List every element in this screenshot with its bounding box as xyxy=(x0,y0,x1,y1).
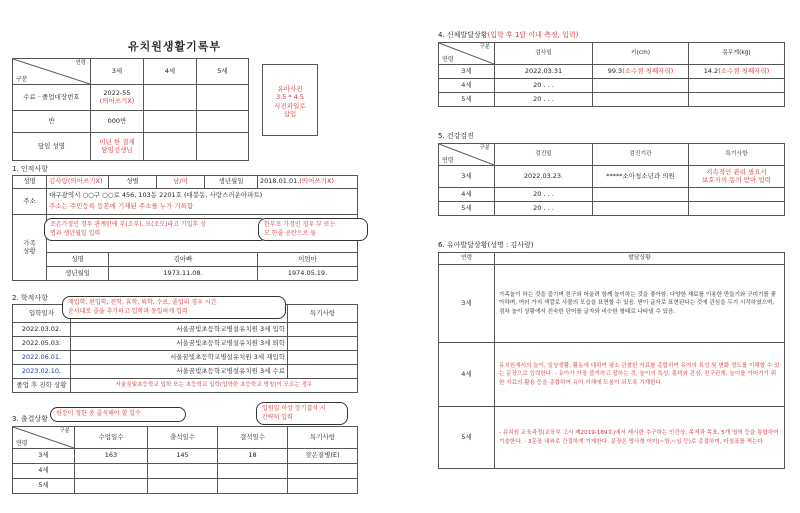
callout-single-parent-line1: 한부모 가정인 경우 부 또는 xyxy=(264,221,336,228)
callout-total-days-text: 원장이 정한 총 출석해야 할 일수 xyxy=(56,410,141,417)
age-5: 5세 xyxy=(197,59,249,85)
body-weight-cell-3 xyxy=(689,65,785,79)
academic-text-2: 서울꿈빛초등학교병설유치원 3세 퇴학 xyxy=(71,337,288,351)
body-table xyxy=(438,42,785,107)
body-age-5: 5세 xyxy=(439,93,495,107)
photo-line3: 사진파일로 xyxy=(274,101,306,110)
teacher-value2: 담임선생님 xyxy=(101,145,133,154)
development-age-3: 3세 xyxy=(439,265,495,343)
class-value: 000반 xyxy=(91,111,144,133)
body-age-4: 4세 xyxy=(439,79,495,93)
development-col-status: 발달상황 xyxy=(495,253,785,265)
academic-date-4: 2023.02.10. xyxy=(13,365,71,379)
attendance-present-3: 145 xyxy=(148,449,218,464)
age-3: 3세 xyxy=(91,59,144,85)
academic-col-date: 입학일자 xyxy=(13,305,71,323)
attendance-table xyxy=(12,426,358,494)
teacher-value1: 이년 한 결재 xyxy=(99,137,135,146)
photo-line1: 유아사진 xyxy=(277,85,303,93)
birth-note: (띄어쓰기X) xyxy=(299,177,334,186)
record-diag-cell xyxy=(13,59,91,85)
callout-long-absence-line2: 간략히 입력 xyxy=(262,413,293,421)
sex-label: 성별 xyxy=(109,176,157,189)
body-height-3: 99.3 xyxy=(607,66,623,75)
health-date-5: 20 . . . xyxy=(495,202,593,216)
development-text-3: 가족놀이 하는 것을 즐기며 친구와 어울려 함께 놀이하는 것을 좋아함. 다양한 재료를 이용한 만들기와 구미기를 좋아하며, 여러 가지 색깔로 사물의 모습을 표현할 수 있음. 받이 글자로 표현된다는 것에 관심을 두기 시작하였으며, 점차 놀이 상황에서 친숙한 단어를 글자와 비슷한 형태로 나타낼 수 있음. xyxy=(495,265,785,343)
health-diag-bottom: 연령 xyxy=(442,156,454,164)
addr-label: 주소 xyxy=(13,189,47,215)
reg-note: (띄어쓰기X) xyxy=(99,96,135,105)
health-note2-3: 보호자의 동의 받아 입력 xyxy=(702,175,771,184)
class-label: 반 xyxy=(13,111,91,133)
reg-label: 수료 · 졸업대장번호 xyxy=(13,85,91,111)
family-bday-label: 생년월일 xyxy=(47,267,109,281)
health-diag-top: 구분 xyxy=(479,145,490,151)
academic-date-3: 2022.06.01. xyxy=(13,351,71,365)
body-diag-cell xyxy=(439,43,495,65)
health-age-5: 5세 xyxy=(439,202,495,216)
attendance-days-3: 163 xyxy=(75,449,148,464)
health-org-3: *****소아청소년과 의원 xyxy=(593,166,689,188)
callout-total-days xyxy=(50,407,186,422)
body-date-5: 20 . . . xyxy=(495,93,593,107)
academic-text-4: 서울꿈빛초등학교병설유치원 3세 수료 xyxy=(71,365,288,379)
body-weight-3: 14.2 xyxy=(703,66,719,75)
academic-date-1: 2022.03.02. xyxy=(13,323,71,337)
development-table xyxy=(438,252,785,469)
attendance-age-5: 5세 xyxy=(13,479,75,494)
attendance-col-present: 출석일수 xyxy=(148,427,218,449)
academic-text-1: 서울꿈빛초등학교병설유치원 3세 입학 xyxy=(71,323,288,337)
health-col-org: 검진기관 xyxy=(593,144,689,166)
health-date-4: 20 . . . xyxy=(495,188,593,202)
teacher-cell xyxy=(91,133,144,161)
body-col-date: 검사일 xyxy=(495,43,593,65)
attendance-note-3: 잦은질병(E) xyxy=(288,449,358,464)
body-heading-note: (입학 후 1달 이내 측정, 입력) xyxy=(487,31,579,39)
health-age-4: 4세 xyxy=(439,188,495,202)
callout-transfer-line1: 재입학, 편입학, 전학, 휴학, 퇴학, 수료, 졸업의 경우 시간 xyxy=(68,299,217,306)
attendance-diag-cell xyxy=(13,427,75,449)
sex-value: 남/여 xyxy=(157,176,205,189)
name-value: 김사랑(띄어쓰기X) xyxy=(47,176,109,189)
attendance-age-4: 4세 xyxy=(13,464,75,479)
photo-line2: 3.5 * 4.5 xyxy=(275,93,305,102)
callout-single-parent-line2: 모 한줄 공란으로 둠 xyxy=(264,229,317,237)
development-heading xyxy=(438,240,534,250)
callout-long-absence-line1: 입원일 이상 장기결석 시 xyxy=(262,405,326,412)
addr-cell xyxy=(47,189,358,215)
attendance-absent-3: 18 xyxy=(218,449,288,464)
attendance-col-days: 수업일수 xyxy=(75,427,148,449)
body-age-3: 3세 xyxy=(439,65,495,79)
callout-transfer-line2: 순서대로 줄을 추가하고 입학과 동일하게 입력 xyxy=(68,307,188,315)
health-note-cell-3 xyxy=(689,166,785,188)
academic-col-note: 특기사항 xyxy=(288,305,358,323)
academic-date-2: 2022.05.03. xyxy=(13,337,71,351)
body-date-4: 20 . . . xyxy=(495,79,593,93)
health-date-3: 2022.03.23. xyxy=(495,166,593,188)
callout-long-absence xyxy=(256,402,348,425)
photo-line4: 삽입 xyxy=(283,110,297,119)
development-col-age: 연령 xyxy=(439,253,495,265)
body-col-height: 키(cm) xyxy=(593,43,689,65)
development-heading-note: (성명 : 김사랑) xyxy=(487,241,534,249)
development-text-4: 유치원에서의 놀이, 일상생활, 활동에 대하여 평소 관찰한 자료를 종합하여 유아의 특성 및 변화 정도를 이해할 수 있는 문장으로 입력한다. - 유아가 가장 즐겨하고 잘하는 것, 놀이의 특성, 흥미와 관심, 친구관계, 놀이를 이어가기 위한 자료의 활용 등을 종합하여 유아 이해에 도움이 되도록 기재한다 xyxy=(495,343,785,407)
family-name-label: 성명 xyxy=(47,253,109,267)
family-label2: 상황 xyxy=(23,246,36,255)
family-name1: 김아빠 xyxy=(109,253,258,267)
photo-box xyxy=(262,64,318,136)
body-heading xyxy=(438,30,578,40)
body-diag-bottom: 연령 xyxy=(442,55,454,63)
development-age-5: 5세 xyxy=(439,407,495,469)
addr-value1: 대구광역시 ○○구 ○○로 456, 103동 2201호 (대봉동, 사랑스러운아파트) xyxy=(49,191,263,200)
attendance-diag-top: 구분 xyxy=(59,428,70,434)
reg-cell xyxy=(91,85,144,111)
body-height-cell-3 xyxy=(593,65,689,79)
after-label: 졸업 후 진학 상황 xyxy=(13,379,71,393)
development-heading-text: 6. 유아발달상황 xyxy=(438,241,488,249)
development-age-4: 4세 xyxy=(439,343,495,407)
body-date-3: 2022.03.31 xyxy=(495,65,593,79)
body-diag-top: 구분 xyxy=(479,44,490,50)
health-heading: 5. 건강검진 xyxy=(438,132,474,140)
attendance-heading: 3. 출결상황 xyxy=(12,415,48,423)
body-height-note-3: (소수점 첫째자리) xyxy=(622,66,674,75)
teacher-label: 담임 성명 xyxy=(13,133,91,161)
attendance-col-note: 특기사항 xyxy=(288,427,358,449)
record-diag-top: 연령 xyxy=(75,60,86,66)
callout-grandparent-line1: 조손가정인 경우 관계란에 부(조부), 모(조모)라고 기입후 성 xyxy=(50,221,207,228)
birth-label: 생년월일 xyxy=(205,176,258,189)
development-text-5: - 유치원 교육과정(교육부 고시 제2019-189호)에서 제시한 추구하는 인간상, 목적과 목표, 5개 영역 등을 통합하여 기술한다. - 3문장 내외로 간결하게 기재한다. 문장은 명사형 어미(~함,~임 등)로 종결하며, 마침표를 찍는다 xyxy=(495,407,785,469)
body-weight-note-3: (소수점 첫째자리) xyxy=(718,66,770,75)
health-col-note: 특기사항 xyxy=(689,144,785,166)
age-4: 4세 xyxy=(144,59,197,85)
academic-text-3: 서울꿈빛초등학교병설유치원 3세 재입학 xyxy=(71,351,288,365)
addr-value2: 주소는 주민등록 등본에 기재된 주소를 누가 기록함 xyxy=(49,202,194,210)
health-table xyxy=(438,143,785,216)
attendance-age-3: 3세 xyxy=(13,449,75,464)
birth-value: 2018.01.01. xyxy=(260,177,300,186)
callout-grandparent-line2: 명과 생년월일 입력 xyxy=(50,229,101,237)
callout-single-parent xyxy=(258,218,368,241)
callout-transfer xyxy=(62,296,286,319)
name-label: 성명 xyxy=(13,176,47,189)
family-bday1: 1973.11.08. xyxy=(109,267,258,281)
attendance-diag-bottom: 연령 xyxy=(16,439,28,447)
health-diag-cell xyxy=(439,144,495,166)
record-table xyxy=(12,58,249,161)
attendance-col-absent: 결석일수 xyxy=(218,427,288,449)
family-bday2: 1974.05.19. xyxy=(258,267,358,281)
reg-value: 2022-55 xyxy=(103,88,131,97)
health-note1-3: 지속적인 관리 필요시 xyxy=(706,167,767,176)
body-heading-text: 4. 신체발달상황 xyxy=(438,31,488,39)
callout-grandparent xyxy=(44,218,268,241)
body-col-weight: 몸무게(kg) xyxy=(689,43,785,65)
page-title: 유치원생활기록부 xyxy=(128,40,222,53)
family-label-cell xyxy=(13,215,47,281)
health-age-3: 3세 xyxy=(439,166,495,188)
record-diag-bottom: 구분 xyxy=(16,75,28,83)
after-text: 서울꿈빛초등학교 입학 또는 초등학교 입학(입학한 초등학교 명칭)이 모르는 경우 xyxy=(71,379,358,393)
personal-heading: 1. 인적사항 xyxy=(12,165,48,173)
birth-cell xyxy=(258,176,358,189)
academic-heading: 2. 학적사항 xyxy=(12,294,48,302)
family-name2: 이엄마 xyxy=(258,253,358,267)
health-col-date: 검진일 xyxy=(495,144,593,166)
family-label: 가족 xyxy=(23,238,36,247)
